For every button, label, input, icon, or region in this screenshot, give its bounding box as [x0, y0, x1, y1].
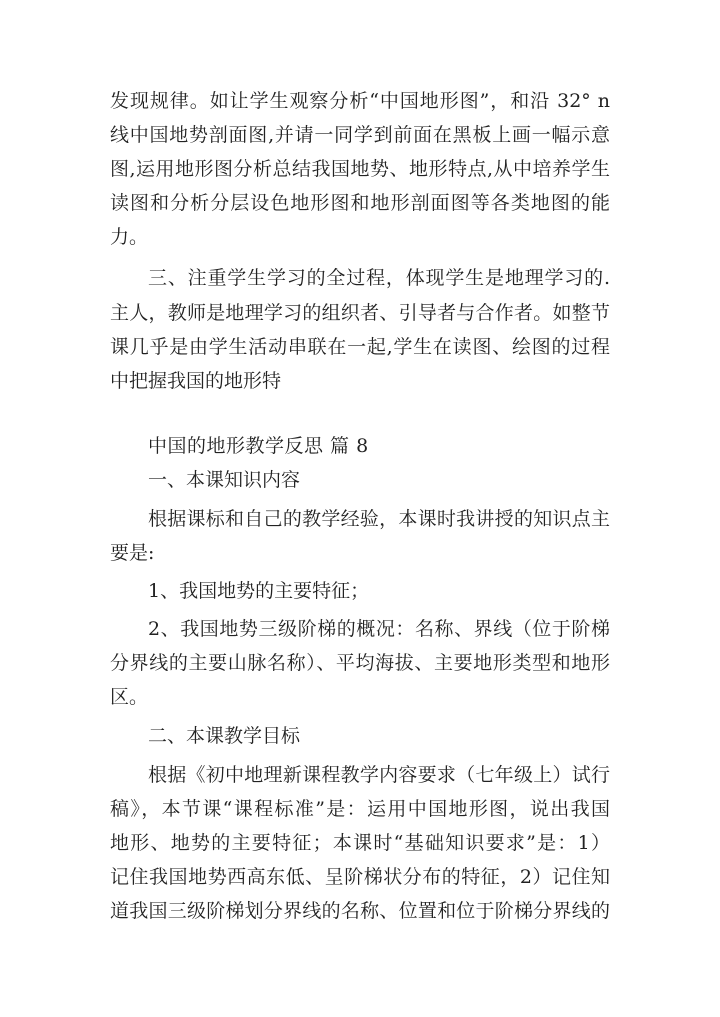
text-line: 课几乎是由学生活动串联在一起,学生在读图、绘图的过程 [110, 336, 610, 358]
text-line: 三、注重学生学习的全过程，体现学生是地理学习的. [148, 267, 610, 289]
text-line: 读图和分析分层设色地形图和地形剖面图等各类地图的能 [110, 192, 610, 214]
text-line: 根据课标和自己的教学经验，本课时我讲授的知识点主 [148, 508, 610, 530]
section-subheading: 二、本课教学目标 [148, 725, 301, 747]
list-item: 1、我国地势的主要特征； [148, 580, 370, 602]
text-line: 力。 [110, 226, 149, 248]
list-item: 2、我国地势三级阶梯的概况：名称、界线（位于阶梯 [148, 618, 610, 640]
text-line: 根据《初中地理新课程教学内容要求（七年级上）试行 [148, 764, 610, 786]
section-subheading: 一、本课知识内容 [148, 469, 301, 491]
text-line: 图,运用地形图分析总结我国地势、地形特点,从中培养学生 [110, 158, 610, 180]
text-line: 稿》，本节课“课程标准”是：运用中国地形图，说出我国 [110, 798, 610, 820]
text-line: 地形、地势的主要特征；本课时“基础知识要求”是：1） [110, 832, 610, 854]
text-line: 发现规律。如让学生观察分析“中国地形图”，和沿 32° n [110, 90, 610, 112]
text-line: 要是: [110, 542, 155, 564]
text-line: 线中国地势剖面图,并请一同学到前面在黑板上画一幅示意 [110, 124, 610, 146]
text-line: 记住我国地势西高东低、呈阶梯状分布的特征，2）记住知 [110, 866, 610, 888]
text-line: 道我国三级阶梯划分界线的名称、位置和位于阶梯分界线的 [110, 900, 610, 922]
section-heading: 中国的地形教学反思 篇 8 [148, 435, 369, 457]
text-line: 分界线的主要山脉名称）、平均海拔、主要地形类型和地形 [110, 652, 610, 674]
text-line: 区。 [110, 686, 149, 708]
text-line: 中把握我国的地形特 [110, 370, 282, 392]
text-line: 主人，教师是地理学习的组织者、引导者与合作者。如整节 [110, 302, 610, 324]
